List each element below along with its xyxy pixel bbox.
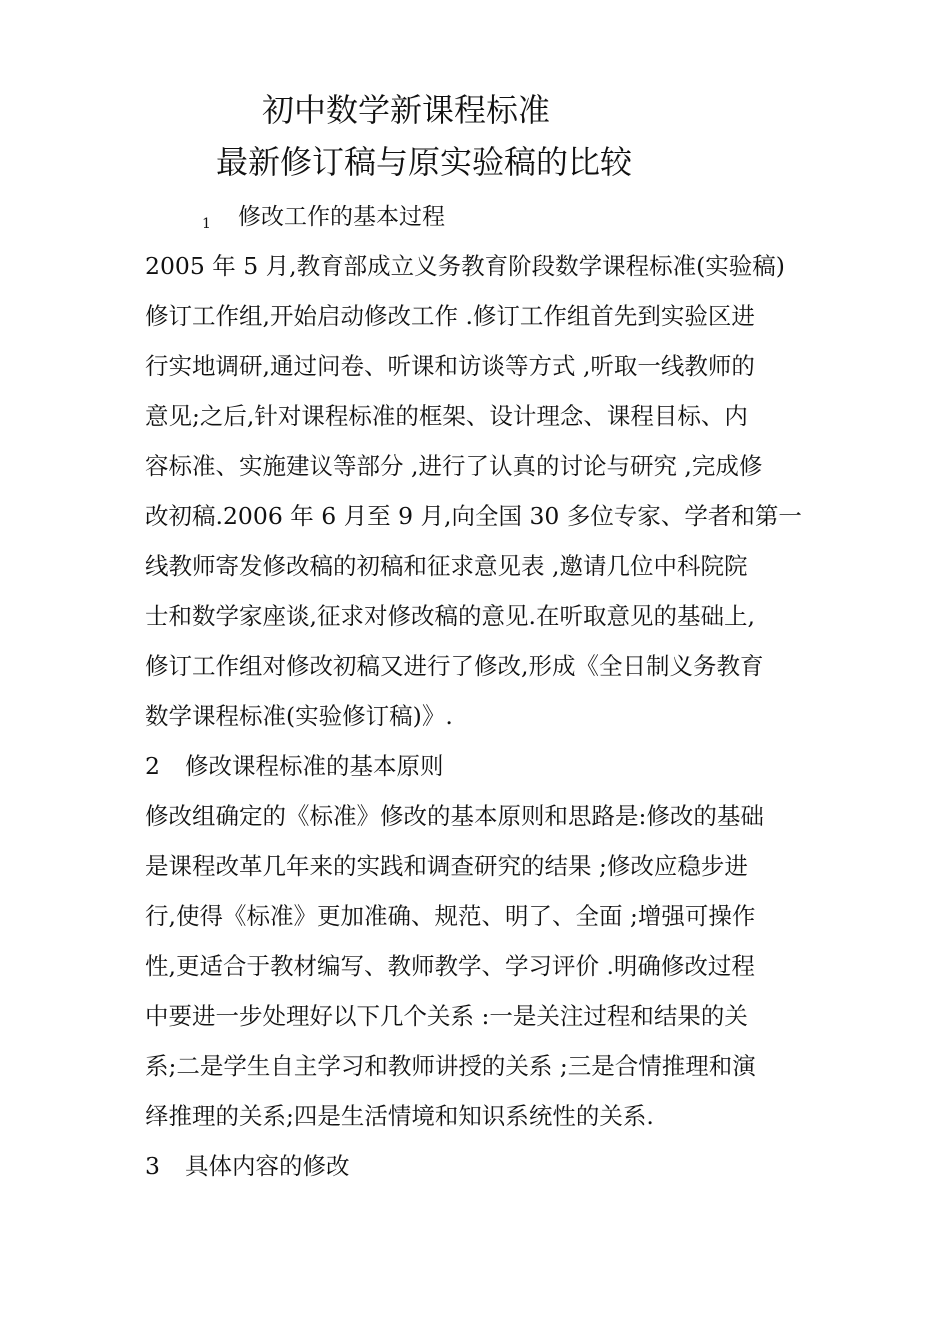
paragraph-line: 意见;之后,针对课程标准的框架、设计理念、课程目标、内: [145, 402, 748, 430]
paragraph-line: 修订工作组,开始启动修改工作 .修订工作组首先到实验区进: [145, 302, 755, 330]
paragraph-line: 容标准、实施建议等部分 ,进行了认真的讨论与研究 ,完成修: [145, 452, 763, 480]
paragraph-line: 行实地调研,通过问卷、听课和访谈等方式 ,听取一线教师的: [145, 352, 755, 380]
section-3-number: 3: [145, 1152, 160, 1180]
paragraph-line: 2005 年 5 月,教育部成立义务教育阶段数学课程标准(实验稿): [145, 252, 785, 280]
section-1-heading: [202, 200, 445, 241]
section-2-title: 修改课程标准的基本原则: [185, 752, 444, 780]
section-1-number: 1: [202, 216, 211, 232]
document-title: 初中数学新课程标准: [262, 91, 551, 129]
paragraph-line: 修订工作组对修改初稿又进行了修改,形成《全日制义务教育: [145, 652, 764, 680]
section-2-paragraph: [145, 791, 810, 1141]
paragraph-line: 行,使得《标准》更加准确、规范、明了、全面 ;增强可操作: [145, 902, 756, 930]
paragraph-line: 系;二是学生自主学习和教师讲授的关系 ;三是合情推理和演: [145, 1052, 756, 1080]
paragraph-line: 是课程改革几年来的实践和调查研究的结果 ;修改应稳步进: [145, 852, 748, 880]
paragraph-line: 修改组确定的《标准》修改的基本原则和思路是:修改的基础: [145, 802, 764, 830]
paragraph-line: 中要进一步处理好以下几个关系 :一是关注过程和结果的关: [145, 1002, 748, 1030]
paragraph-line: 绎推理的关系;四是生活情境和知识系统性的关系.: [145, 1102, 654, 1130]
section-3-title: 具体内容的修改: [185, 1152, 350, 1180]
paragraph-line: 改初稿.2006 年 6 月至 9 月,向全国 30 多位专家、学者和第一: [145, 502, 802, 530]
paragraph-line: 士和数学家座谈,征求对修改稿的意见.在听取意见的基础上,: [145, 602, 755, 630]
section-1-paragraph: [145, 241, 810, 741]
document-subtitle: 最新修订稿与原实验稿的比较: [216, 143, 633, 181]
paragraph-line: 数学课程标准(实验修订稿)》.: [145, 702, 453, 730]
section-2-heading: [145, 746, 444, 786]
paragraph-line: 性,更适合于教材编写、教师教学、学习评价 .明确修改过程: [145, 952, 755, 980]
paragraph-line: 线教师寄发修改稿的初稿和征求意见表 ,邀请几位中科院院: [145, 552, 748, 580]
section-2-number: 2: [145, 752, 160, 780]
section-1-title: 修改工作的基本过程: [238, 204, 445, 230]
section-3-heading: [145, 1146, 350, 1186]
